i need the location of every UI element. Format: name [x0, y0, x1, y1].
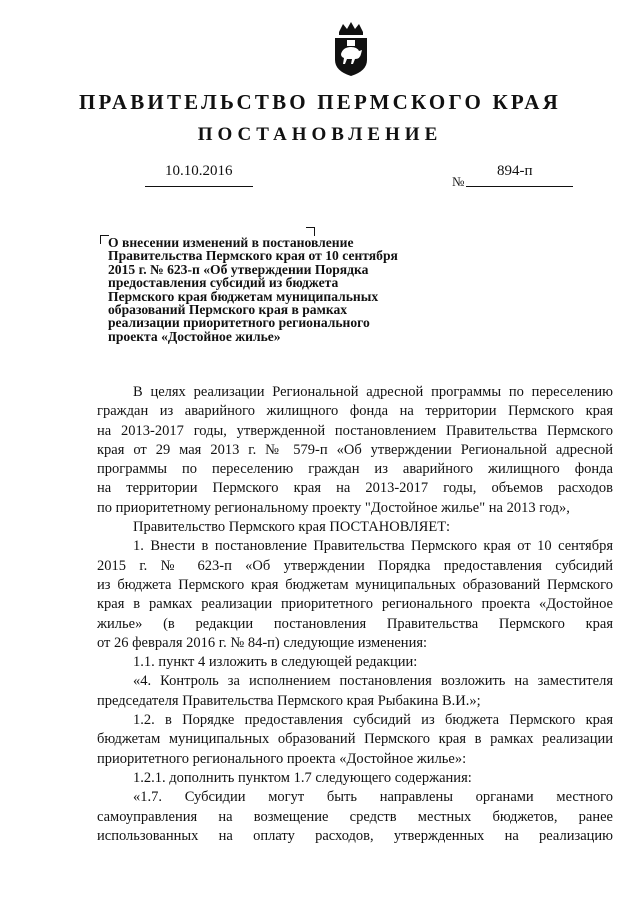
subject-line: Пермского края бюджетам муниципальных	[108, 288, 379, 304]
body-line: от 26 февраля 2016 г. № 84-п) следующие изменения:	[97, 634, 428, 651]
body-line: В целях реализации Региональной адресной программы по переселению	[133, 384, 613, 400]
body-line: жилье» (в редакции постановления Правительства Пермского края	[97, 615, 613, 632]
body-line: Правительство Пермского края ПОСТАНОВЛЯЕТ:	[133, 519, 451, 536]
body-line: края от 29 мая 2013 г. № 579-п «Об утверждении Региональной адресной	[97, 441, 613, 458]
subject-line: О внесении изменений в постановление	[108, 235, 354, 250]
body-line: края в рамках реализации приоритетного регионального проекта «Достойное	[97, 596, 613, 613]
body-line: «4. Контроль за исполнением постановления возложить на заместителя	[133, 673, 613, 690]
subject-line: образований Пермского края в рамках	[108, 302, 348, 318]
body-line: председателя Правительства Пермского края Рыбакина В.И.»;	[97, 692, 481, 709]
document-type: ПОСТАНОВЛЕНИЕ	[197, 124, 443, 145]
body-line: использованных на оплату расходов, утвержденных на реализацию	[97, 827, 613, 844]
body-line: по приоритетному региональному проекту "Достойное жилье" на 2013 год»,	[97, 499, 570, 516]
body-line: 1.1. пункт 4 изложить в следующей редакции:	[133, 654, 418, 671]
coat-of-arms-perm-krai-icon	[331, 21, 371, 77]
body-line: 1.2. в Порядке предоставления субсидий из бюджета Пермского края	[133, 712, 613, 729]
document-number: 894-п	[497, 163, 533, 179]
date-underline	[145, 186, 253, 187]
body-line: самоуправления на возмещение средств местных бюджетов, ранее	[97, 808, 613, 825]
subject-line: предоставления субсидий из бюджета	[108, 275, 339, 291]
subject-line: 2015 г. № 623-п «Об утверждении Порядка	[108, 261, 369, 277]
body-line: 1. Внести в постановление Правительства Пермского края от 10 сентября	[133, 538, 613, 555]
subject-line: Правительства Пермского края от 10 сентября	[108, 248, 398, 264]
body-line: бюджетам муниципальных образований Пермского края в рамках реализации	[97, 731, 613, 748]
body-line: 2015 г. № 623-п «Об утверждении Порядка предоставления субсидий	[97, 557, 613, 574]
body-line: 1.2.1. дополнить пунктом 1.7 следующего содержания:	[133, 769, 472, 786]
subject-line: проекта «Достойное жилье»	[108, 328, 281, 344]
government-title: ПРАВИТЕЛЬСТВО ПЕРМСКОГО КРАЯ	[78, 90, 561, 114]
body-line: граждан из аварийного жилищного фонда на территории Пермского края	[97, 403, 613, 420]
document-subject	[108, 236, 428, 343]
number-underline	[466, 186, 573, 187]
body-line: «1.7. Субсидии могут быть направлены органами местного	[133, 789, 613, 806]
body-line: из бюджета Пермского края бюджетам муниципальных образований Пермского	[97, 576, 613, 593]
number-sign: №	[452, 174, 465, 189]
body-line: на 2013-2017 годы, утвержденной постановлением Правительства Пермского	[97, 422, 613, 439]
document-date: 10.10.2016	[165, 163, 233, 179]
subject-line: реализации приоритетного регионального	[108, 315, 370, 331]
body-line: приоритетного регионального проекта «Достойное жилье»:	[97, 750, 467, 767]
body-line: программы по переселению граждан из аварийного жилищного фонда	[97, 461, 613, 478]
document-body	[97, 383, 613, 846]
body-line: на территории Пермского края на 2013-2017 годы, объемов расходов	[97, 480, 613, 497]
